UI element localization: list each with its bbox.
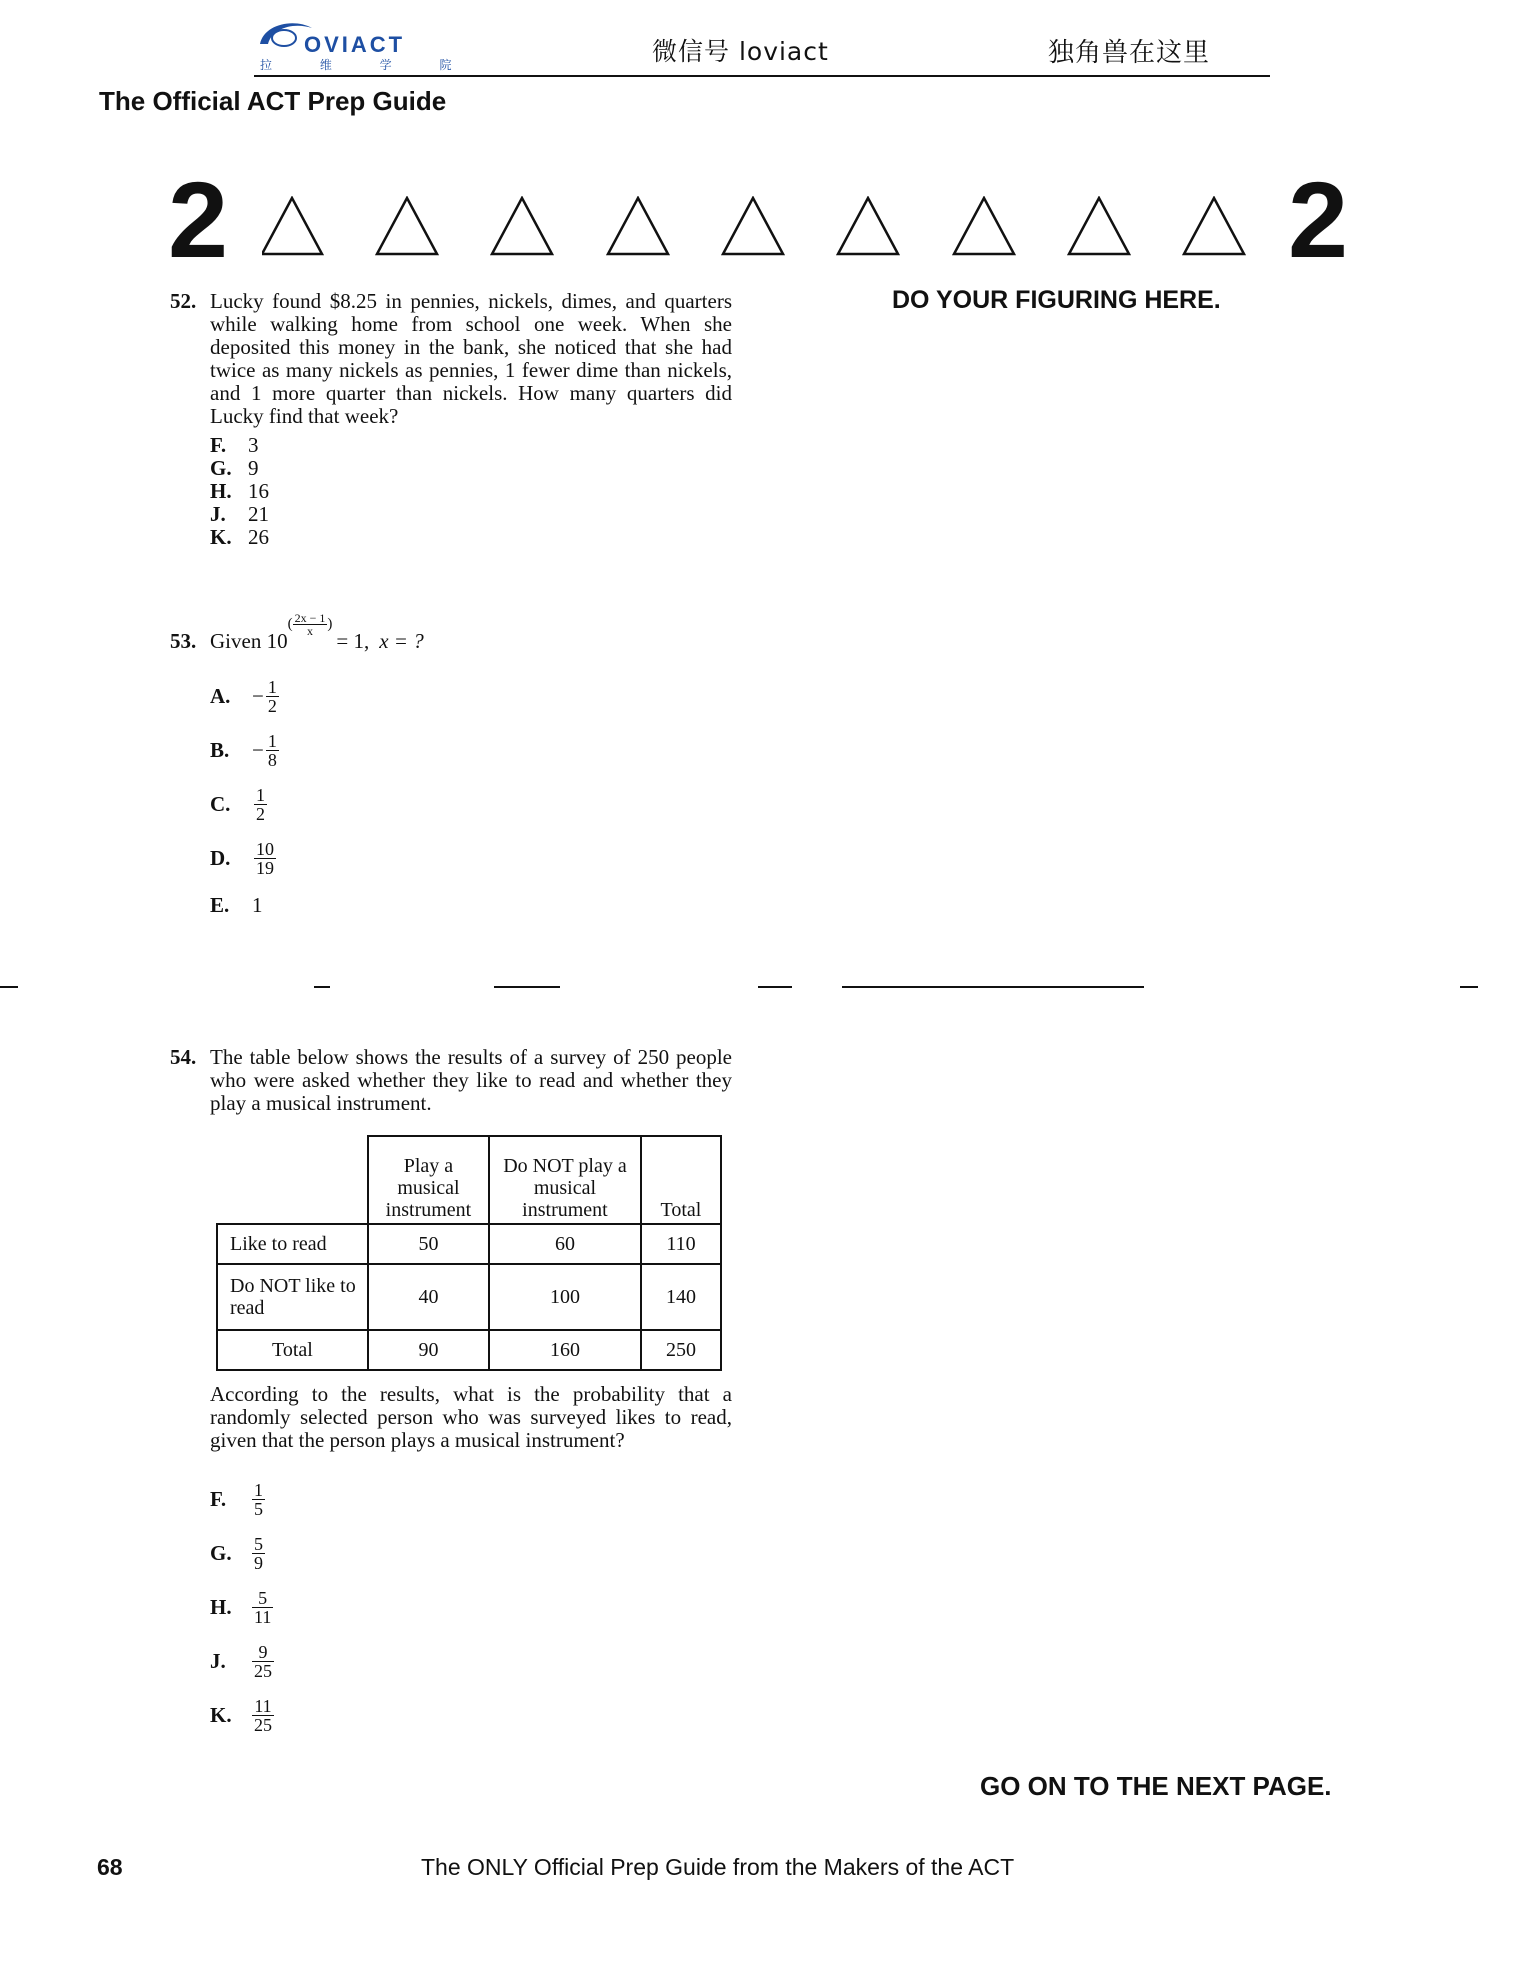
triangle-icon xyxy=(608,198,668,254)
choice-g[interactable]: G. 9 xyxy=(210,456,259,480)
col-header: Play a musical instrument xyxy=(368,1136,489,1224)
choice-h[interactable]: H. $\frac{5}{11}$ xyxy=(210,1587,272,1627)
choice-c[interactable]: C. $\frac{1}{2}$ xyxy=(210,784,265,824)
go-on-next-page: GO ON TO THE NEXT PAGE. xyxy=(980,1771,1332,1801)
question-ask: x = ? xyxy=(379,629,424,653)
choice-e[interactable]: E. 1 xyxy=(210,892,263,917)
choice-j[interactable]: J. $\frac{9}{25}$ xyxy=(210,1641,272,1681)
choice-a[interactable]: A. − $\frac{1}{2}$ xyxy=(210,676,277,716)
triangle-icon xyxy=(492,198,552,254)
survey-table xyxy=(216,1135,722,1371)
triangle-icon xyxy=(838,198,898,254)
table-row xyxy=(217,1224,721,1264)
triangle-icon xyxy=(723,198,783,254)
question-54 xyxy=(170,1046,732,1742)
row-label: Like to read xyxy=(217,1224,368,1264)
question-text: Lucky found $8.25 in pennies, nickels, dimes, and quarters while walking home from school one week. When she deposited this money in the bank, she noticed that she had twice as many nickels as pennies, 1 fewer dime than nickels, and 1 more quarter than nickels. How many quarters did Lucky find that week? xyxy=(210,289,732,428)
row-label: Total xyxy=(217,1330,368,1370)
choice-f[interactable]: F. $\frac{1}{5}$ xyxy=(210,1479,263,1519)
table-cell: 60 xyxy=(489,1224,641,1264)
table-cell: 90 xyxy=(368,1330,489,1370)
logo-subtitle: 拉 维 学 院 xyxy=(260,58,474,72)
table-row xyxy=(217,1264,721,1330)
col-header: Total xyxy=(641,1136,721,1224)
header-slogan: 独角兽在这里 xyxy=(1048,38,1211,68)
question-intro: The table below shows the results of a survey of 250 people who were asked whether they like to read and whether they play a musical instrument. xyxy=(210,1045,732,1115)
table-cell: 50 xyxy=(368,1224,489,1264)
triangle-icon xyxy=(262,198,322,254)
choice-b[interactable]: B. − $\frac{1}{8}$ xyxy=(210,730,277,770)
choice-j[interactable]: J. 21 xyxy=(210,502,269,526)
divider-segment xyxy=(0,986,18,988)
divider-segment xyxy=(758,986,792,988)
question-53 xyxy=(170,611,732,925)
exponent: ( $\frac{2x - 1}{x}$ ) xyxy=(287,611,333,638)
divider-segment xyxy=(314,986,330,988)
footer-tagline: The ONLY Official Prep Guide from the Makers of the ACT xyxy=(421,1854,1015,1880)
divider-segment xyxy=(842,986,1144,988)
table-cell: 140 xyxy=(641,1264,721,1330)
choice-d[interactable]: D. $\frac{10}{19}$ xyxy=(210,838,274,878)
triangle-icon xyxy=(1069,198,1129,254)
table-cell: 40 xyxy=(368,1264,489,1330)
section-number-right: 2 xyxy=(1288,159,1349,280)
choice-k[interactable]: K. 26 xyxy=(210,525,269,549)
equation-rest: = 1, xyxy=(336,629,370,653)
divider-segment xyxy=(1460,986,1478,988)
triangle-icon xyxy=(1184,198,1244,254)
guide-title: The Official ACT Prep Guide xyxy=(99,86,447,116)
table-cell: 100 xyxy=(489,1264,641,1330)
question-number: 54. xyxy=(170,1045,197,1069)
brand-logo xyxy=(254,16,474,72)
question-number: 52. xyxy=(170,289,197,313)
table-cell: 250 xyxy=(641,1330,721,1370)
wechat-id: 微信号 loviact xyxy=(652,37,829,66)
row-label: Do NOT like to read xyxy=(217,1264,368,1330)
answer-choices xyxy=(210,669,732,925)
section-triangles xyxy=(262,196,1272,258)
triangle-icon xyxy=(954,198,1014,254)
table-cell: 160 xyxy=(489,1330,641,1370)
section-number-left: 2 xyxy=(168,159,229,280)
given-base: Given 10 xyxy=(210,629,288,653)
question-number: 53. xyxy=(170,629,197,653)
triangle-icon xyxy=(377,198,437,254)
choice-f[interactable]: F. 3 xyxy=(210,433,259,457)
question-text: According to the results, what is the probability that a randomly selected person who was surveyed likes to read, given that the person plays a musical instrument? xyxy=(210,1382,732,1452)
header-rule xyxy=(254,75,1270,77)
col-header: Do NOT play a musical instrument xyxy=(489,1136,641,1224)
page-number: 68 xyxy=(97,1854,123,1880)
choice-h[interactable]: H. 16 xyxy=(210,479,269,503)
logo-word: OVIACT xyxy=(304,32,406,57)
figuring-area-label: DO YOUR FIGURING HERE. xyxy=(892,286,1221,314)
divider-segment xyxy=(494,986,560,988)
question-52 xyxy=(170,290,732,549)
answer-choices xyxy=(210,434,732,549)
table-row xyxy=(217,1330,721,1370)
choice-k[interactable]: K. $\frac{11}{25}$ xyxy=(210,1695,272,1735)
table-cell: 110 xyxy=(641,1224,721,1264)
choice-g[interactable]: G. $\frac{5}{9}$ xyxy=(210,1533,263,1573)
answer-choices xyxy=(210,1472,732,1742)
